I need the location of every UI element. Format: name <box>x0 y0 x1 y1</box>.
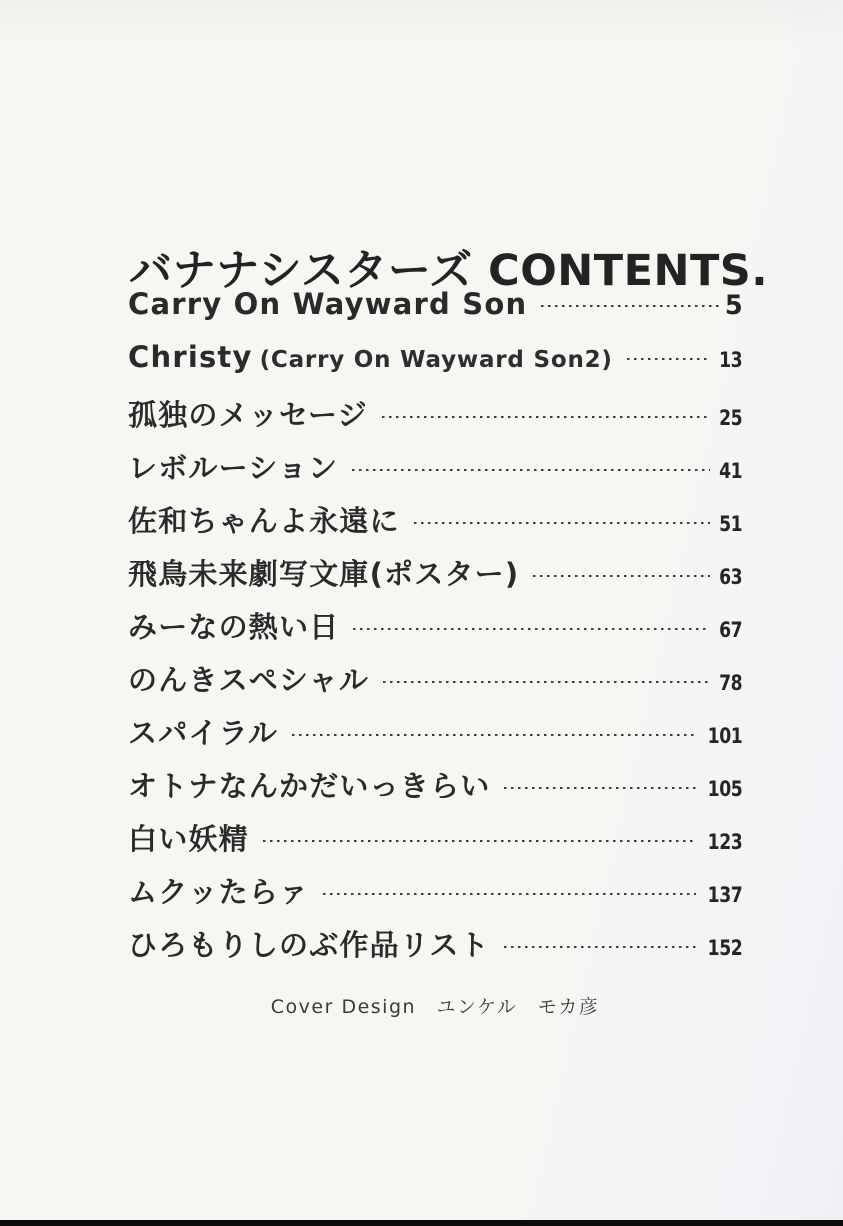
dotted-leader <box>382 415 710 418</box>
toc-entry-page-number: 25 <box>718 406 742 430</box>
dotted-leader <box>352 468 710 471</box>
dotted-leader <box>323 892 695 895</box>
dotted-leader <box>263 839 696 842</box>
toc-entry-subtitle: (Carry On Wayward Son2) <box>259 347 613 373</box>
toc-entry-title: みーなの熱い日 <box>128 610 340 644</box>
toc-entry <box>128 552 742 605</box>
cover-design-credit: Cover Design ユンケル モカ彦 <box>270 996 600 1018</box>
toc-entry <box>128 446 742 499</box>
toc-entry <box>128 711 742 764</box>
toc-entry-page-number: 101 <box>707 724 742 748</box>
toc-entry <box>128 923 742 976</box>
dotted-leader <box>627 357 710 360</box>
toc-entry-title: 孤独のメッセージ <box>128 398 368 432</box>
toc-entry <box>128 658 742 711</box>
dotted-leader <box>292 733 696 736</box>
scan-edge <box>0 1220 843 1226</box>
toc-entry-title: スパイラル <box>128 716 279 750</box>
toc-entry-page-number: 78 <box>718 671 742 695</box>
toc-entry-page-number: 51 <box>718 512 742 536</box>
dotted-leader <box>414 521 710 524</box>
dotted-leader <box>353 627 709 630</box>
page-title: バナナシスターズ CONTENTS. <box>129 245 769 296</box>
toc-entry-title: ひろもりしのぶ作品リスト <box>128 928 490 962</box>
table-of-contents <box>128 287 742 976</box>
dotted-leader <box>533 574 709 577</box>
dotted-leader <box>504 786 695 789</box>
toc-entry-title: 白い妖精 <box>128 822 249 856</box>
toc-entry-title: 佐和ちゃんよ永遠に <box>128 504 400 538</box>
toc-entry-title: レボルーション <box>128 451 339 485</box>
toc-entry <box>128 764 742 817</box>
toc-entry-title: Christy <box>128 340 253 374</box>
toc-entry <box>128 870 742 923</box>
toc-entry-page-number: 67 <box>718 618 742 642</box>
toc-entry-title: のんきスペシャル <box>128 663 370 697</box>
toc-entry <box>128 605 742 658</box>
toc-entry <box>128 393 742 446</box>
toc-entry-page-number: 5 <box>724 290 742 321</box>
toc-entry <box>128 817 742 870</box>
dotted-leader <box>541 304 719 307</box>
toc-entry-page-number: 41 <box>718 459 742 483</box>
toc-entry-page-number: 152 <box>707 936 742 960</box>
toc-entry-page-number: 13 <box>718 348 742 372</box>
toc-entry-page-number: 123 <box>707 830 742 854</box>
toc-entry-title: 飛鳥未来劇写文庫(ポスター) <box>128 557 520 591</box>
dotted-leader <box>504 945 696 948</box>
toc-entry-title: オトナなんかだいっきらい <box>128 769 491 803</box>
toc-entry-page-number: 105 <box>707 777 742 801</box>
toc-entry-page-number: 137 <box>707 883 742 907</box>
paper-shading <box>0 0 843 46</box>
toc-entry-page-number: 63 <box>718 565 742 589</box>
toc-entry <box>128 499 742 552</box>
toc-entry <box>128 340 742 393</box>
toc-entry <box>128 287 742 340</box>
toc-entry-title: ムクッたらァ <box>128 875 310 909</box>
dotted-leader <box>383 680 710 683</box>
toc-entry-title: Carry On Wayward Son <box>128 287 528 321</box>
